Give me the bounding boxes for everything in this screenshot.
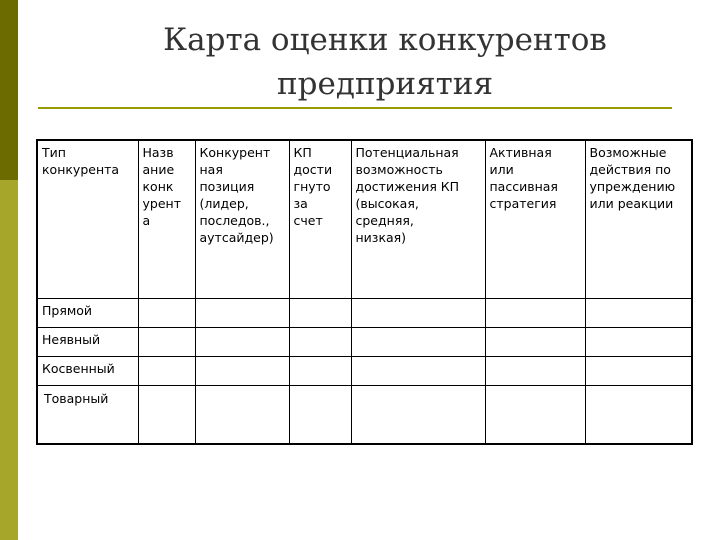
- accent-bar-top: [0, 0, 18, 180]
- header-competitor-type: Тип конкурента: [37, 140, 138, 298]
- table-cell: [585, 327, 692, 356]
- row-label-implicit: Неявный: [37, 327, 138, 356]
- row-label-product: Товарный: [37, 385, 138, 444]
- table-cell: [138, 385, 195, 444]
- table-cell: [138, 327, 195, 356]
- table-cell: [195, 298, 289, 327]
- row-label-direct: Прямой: [37, 298, 138, 327]
- table-cell: [485, 356, 585, 385]
- competitor-assessment-table: [36, 139, 693, 445]
- table-cell: [289, 327, 351, 356]
- header-competitive-position: Конкурент ная позиция (лидер, последов., аутсайдер): [195, 140, 289, 298]
- header-competitor-name: Назв ание конк урент а: [138, 140, 195, 298]
- table-row-direct: [37, 298, 692, 327]
- table-row-indirect: [37, 356, 692, 385]
- header-strategy: Активная или пассивная стратегия: [485, 140, 585, 298]
- table-cell: [485, 327, 585, 356]
- slide-title: [150, 18, 620, 106]
- row-label-indirect: Косвенный: [37, 356, 138, 385]
- title-line-2: предприятия: [276, 66, 494, 102]
- table-cell: [195, 385, 289, 444]
- table-cell: [138, 298, 195, 327]
- title-line-1: Карта оценки конкурентов: [163, 22, 607, 58]
- table-row-product: [37, 385, 692, 444]
- table-cell: [195, 327, 289, 356]
- header-possible-actions: Возможные действия по упреждению или реакции: [585, 140, 692, 298]
- header-potential-advantage: Потенциальная возможность достижения КП (высокая, средняя, низкая): [351, 140, 485, 298]
- table-cell: [289, 385, 351, 444]
- accent-bar-bottom: [0, 180, 18, 540]
- header-advantage-source: КП дости гнуто за счет: [289, 140, 351, 298]
- table-cell: [289, 298, 351, 327]
- title-underline: [38, 107, 672, 109]
- table-cell: [485, 298, 585, 327]
- table-cell: [289, 356, 351, 385]
- table-cell: [485, 385, 585, 444]
- table-row-implicit: [37, 327, 692, 356]
- table-cell: [351, 385, 485, 444]
- table-cell: [195, 356, 289, 385]
- table-cell: [351, 298, 485, 327]
- table-cell: [585, 385, 692, 444]
- table-cell: [351, 327, 485, 356]
- table-header-row: [37, 140, 692, 298]
- table-cell: [585, 356, 692, 385]
- table-cell: [351, 356, 485, 385]
- table-cell: [138, 356, 195, 385]
- table-cell: [585, 298, 692, 327]
